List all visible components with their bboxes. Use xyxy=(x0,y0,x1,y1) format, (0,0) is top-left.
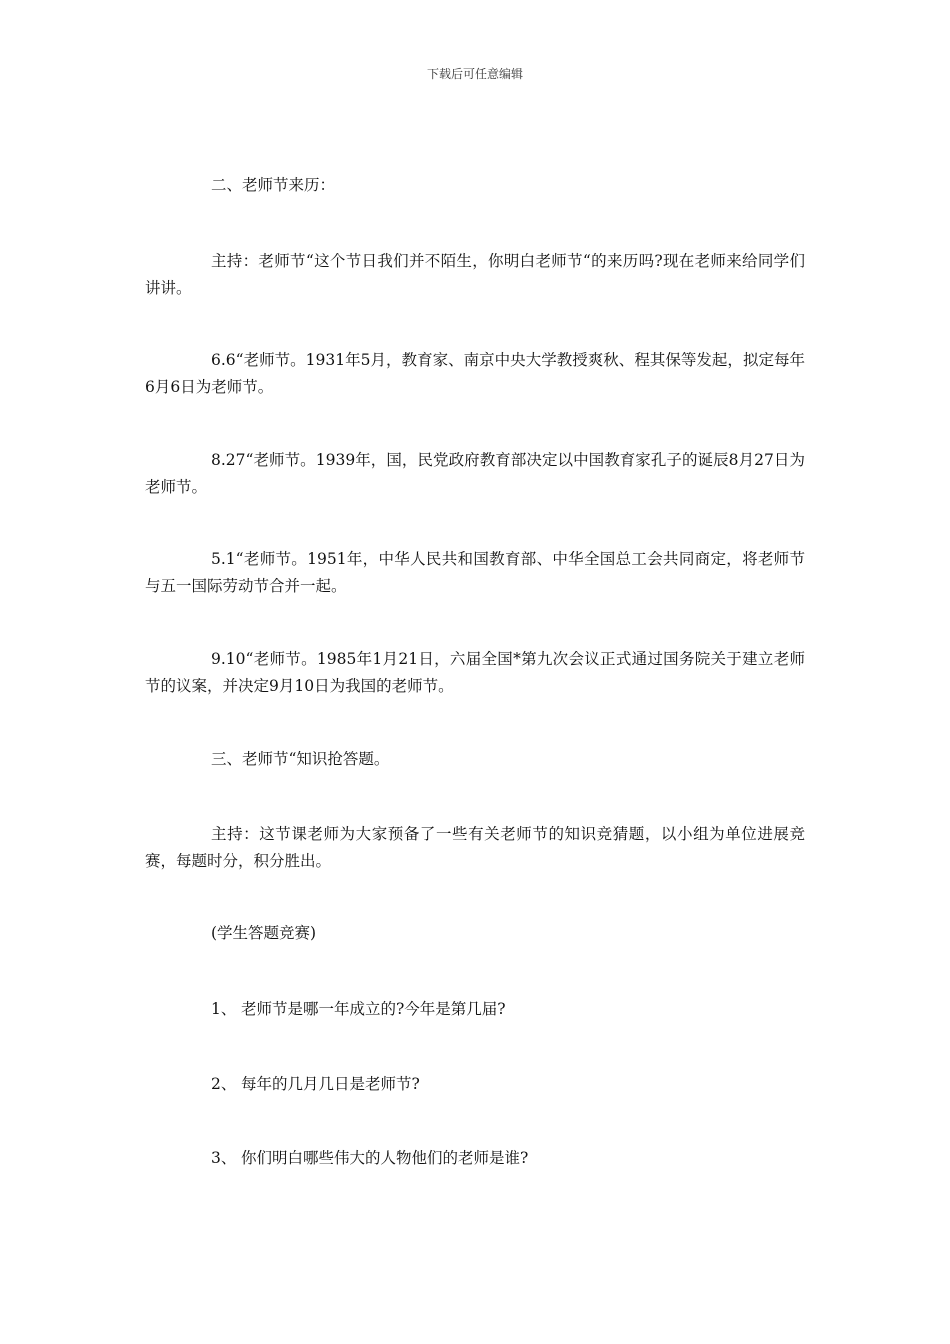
question-number: 1、 xyxy=(211,1000,237,1018)
history-paragraph-1: 6.6“老师节。1931年5月，教育家、南京中央大学教授爽秋、程其保等发起，拟定每年6月6日为老师节。 xyxy=(145,351,805,396)
question-text: 你们明白哪些伟大的人物他们的老师是谁? xyxy=(241,1149,529,1167)
quiz-note: (学生答题竞赛) xyxy=(211,924,317,942)
question-text: 每年的几月几日是老师节? xyxy=(241,1075,420,1093)
question-number: 3、 xyxy=(211,1149,237,1167)
question-item-3 xyxy=(211,1145,805,1172)
question-item-1 xyxy=(211,996,805,1023)
question-text: 老师节是哪一年成立的?今年是第几届? xyxy=(241,1000,506,1018)
section-2-title: 二、老师节来历： xyxy=(211,176,336,194)
question-item-2 xyxy=(211,1071,805,1098)
quiz-intro-paragraph: 主持：这节课老师为大家预备了一些有关老师节的知识竞猜题，以小组为单位进展竞赛，每题时分，积分胜出。 xyxy=(145,825,805,870)
host-intro-paragraph: 主持：老师节“这个节日我们并不陌生，你明白老师节“的来历吗?现在老师来给同学们讲讲。 xyxy=(145,252,805,297)
page-header: 下载后可任意编辑 xyxy=(426,67,523,81)
history-paragraph-3: 5.1“老师节。1951年，中华人民共和国教育部、中华全国总工会共同商定，将老师节与五一国际劳动节合并一起。 xyxy=(145,550,805,595)
question-number: 2、 xyxy=(211,1075,237,1093)
section-3-title: 三、老师节“知识抢答题。 xyxy=(211,750,390,768)
history-paragraph-2: 8.27“老师节。1939年，国，民党政府教育部决定以中国教育家孔子的诞辰8月27日为老师节。 xyxy=(145,451,805,496)
history-paragraph-4: 9.10“老师节。1985年1月21日，六届全国*第九次会议正式通过国务院关于建立老师节的议案，并决定9月10日为我国的老师节。 xyxy=(145,650,805,695)
